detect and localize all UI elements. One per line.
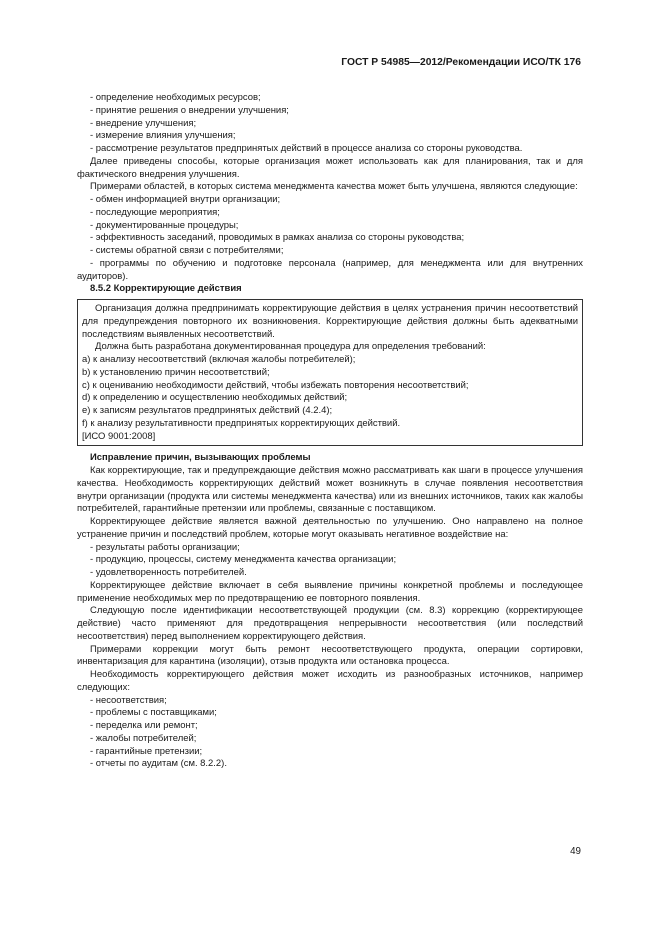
list-item: - измерение влияния улучшения; [90, 130, 236, 142]
box-reference: [ИСО 9001:2008] [82, 430, 156, 442]
list-item: - внедрение улучшения; [90, 117, 197, 129]
list-item: - системы обратной связи с потребителями; [90, 245, 284, 256]
list-item: - последующие мероприятия; [90, 206, 220, 218]
box-list-item: f) к анализу результативности предпринятых корректирующих действий. [82, 417, 401, 429]
document-header: ГОСТ Р 54985—2012/Рекомендации ИСО/ТК 176 [341, 57, 581, 68]
box-paragraph: Организация должна предпринимать корректирующие действия в целях устранения причин несоответствий для предупреждения повторного их возникновения. Корректирующие действия должны быть адекватными последствиям выявленных несоответствий. [82, 303, 578, 340]
list-item: - документированные процедуры; [90, 219, 239, 231]
list-item: - жалобы потребителей; [90, 732, 197, 744]
box-list-item: e) к записям результатов предпринятых действий (4.2.4); [82, 405, 333, 416]
paragraph: Примерами областей, в которых система менеджмента качества может быть улучшена, являются следующие: [90, 181, 578, 193]
box-list-item: a) к анализу несоответствий (включая жалобы потребителей); [82, 354, 356, 365]
list-item: - определение необходимых ресурсов; [90, 92, 261, 103]
paragraph: Следующую после идентификации несоответствующей продукции (см. 8.3) коррекцию (корректирующее действие) часто применяют для предотвращения непрерывности несоответствия (или последствий несоответствия) перед выполнением корректирующего действия. [77, 605, 583, 642]
paragraph: Корректирующее действие включает в себя выявление причины конкретной проблемы и последующее применение необходимых мер по предотвращению ее повторного появления. [77, 579, 583, 604]
list-item: - отчеты по аудитам (см. 8.2.2). [90, 758, 227, 770]
list-item: - рассмотрение результатов предпринятых действий в процессе анализа со стороны руководства. [90, 143, 523, 154]
paragraph: Необходимость корректирующего действия может исходить из разнообразных источников, например следующих: [77, 669, 583, 693]
list-item: - программы по обучению и подготовке персонала (например, для менеджмента или для внутренних аудиторов). [77, 257, 583, 282]
list-item: - гарантийные претензии; [90, 745, 203, 757]
list-item: - обмен информацией внутри организации; [90, 194, 281, 205]
list-item: - эффективность заседаний, проводимых в рамках анализа со стороны руководства; [90, 232, 465, 244]
paragraph: Примерами коррекции могут быть ремонт несоответствующего продукта, операции сортировки, инвентаризация для карантина (изоляции), отзыв продукта или остановка процесса. [77, 643, 583, 668]
paragraph: Корректирующее действие является важной деятельностью по улучшению. Оно направлено на полное устранение причин и последствий проблем, которые могут оказывать негативное воздействие на: [77, 516, 583, 540]
list-item: - удовлетворенность потребителей. [90, 567, 247, 578]
list-item: - результаты работы организации; [90, 541, 240, 553]
box-list-item: c) к оцениванию необходимости действий, чтобы избежать повторения несоответствий; [82, 379, 469, 391]
paragraph: Как корректирующие, так и предупреждающие действия можно рассматривать как шаги в процессе улучшения качества. Необходимость корректирующих действий может возникнуть в случае появления несоответствия внутри организации (продукта или системы менеджмента качества) или из внешних источников, таких как жалобы потребителей, гарантийные претензии или проблемы, связанные с поставщиком. [77, 465, 583, 515]
list-item: - принятие решения о внедрении улучшения; [90, 104, 289, 116]
paragraph: Далее приведены способы, которые организация может использовать как для планирования, так и для фактического внедрения улучшения. [77, 155, 583, 180]
list-item: - переделка или ремонт; [90, 720, 198, 731]
subheading: Исправление причин, вызывающих проблемы [90, 452, 311, 464]
page-number: 49 [570, 846, 581, 857]
list-item: - продукцию, процессы, систему менеджмента качества организации; [90, 554, 397, 566]
box-list-item: d) к определению и осуществлению необходимых действий; [82, 392, 348, 404]
box-list-item: b) к установлению причин несоответствий; [82, 366, 270, 378]
box-paragraph: Должна быть разработана документированная процедура для определения требований: [95, 341, 486, 353]
page-content [77, 92, 583, 771]
list-item: - проблемы с поставщиками; [90, 707, 217, 719]
section-title: 8.5.2 Корректирующие действия [90, 283, 242, 295]
requirements-box [77, 299, 583, 446]
list-item: - несоответствия; [90, 694, 167, 706]
